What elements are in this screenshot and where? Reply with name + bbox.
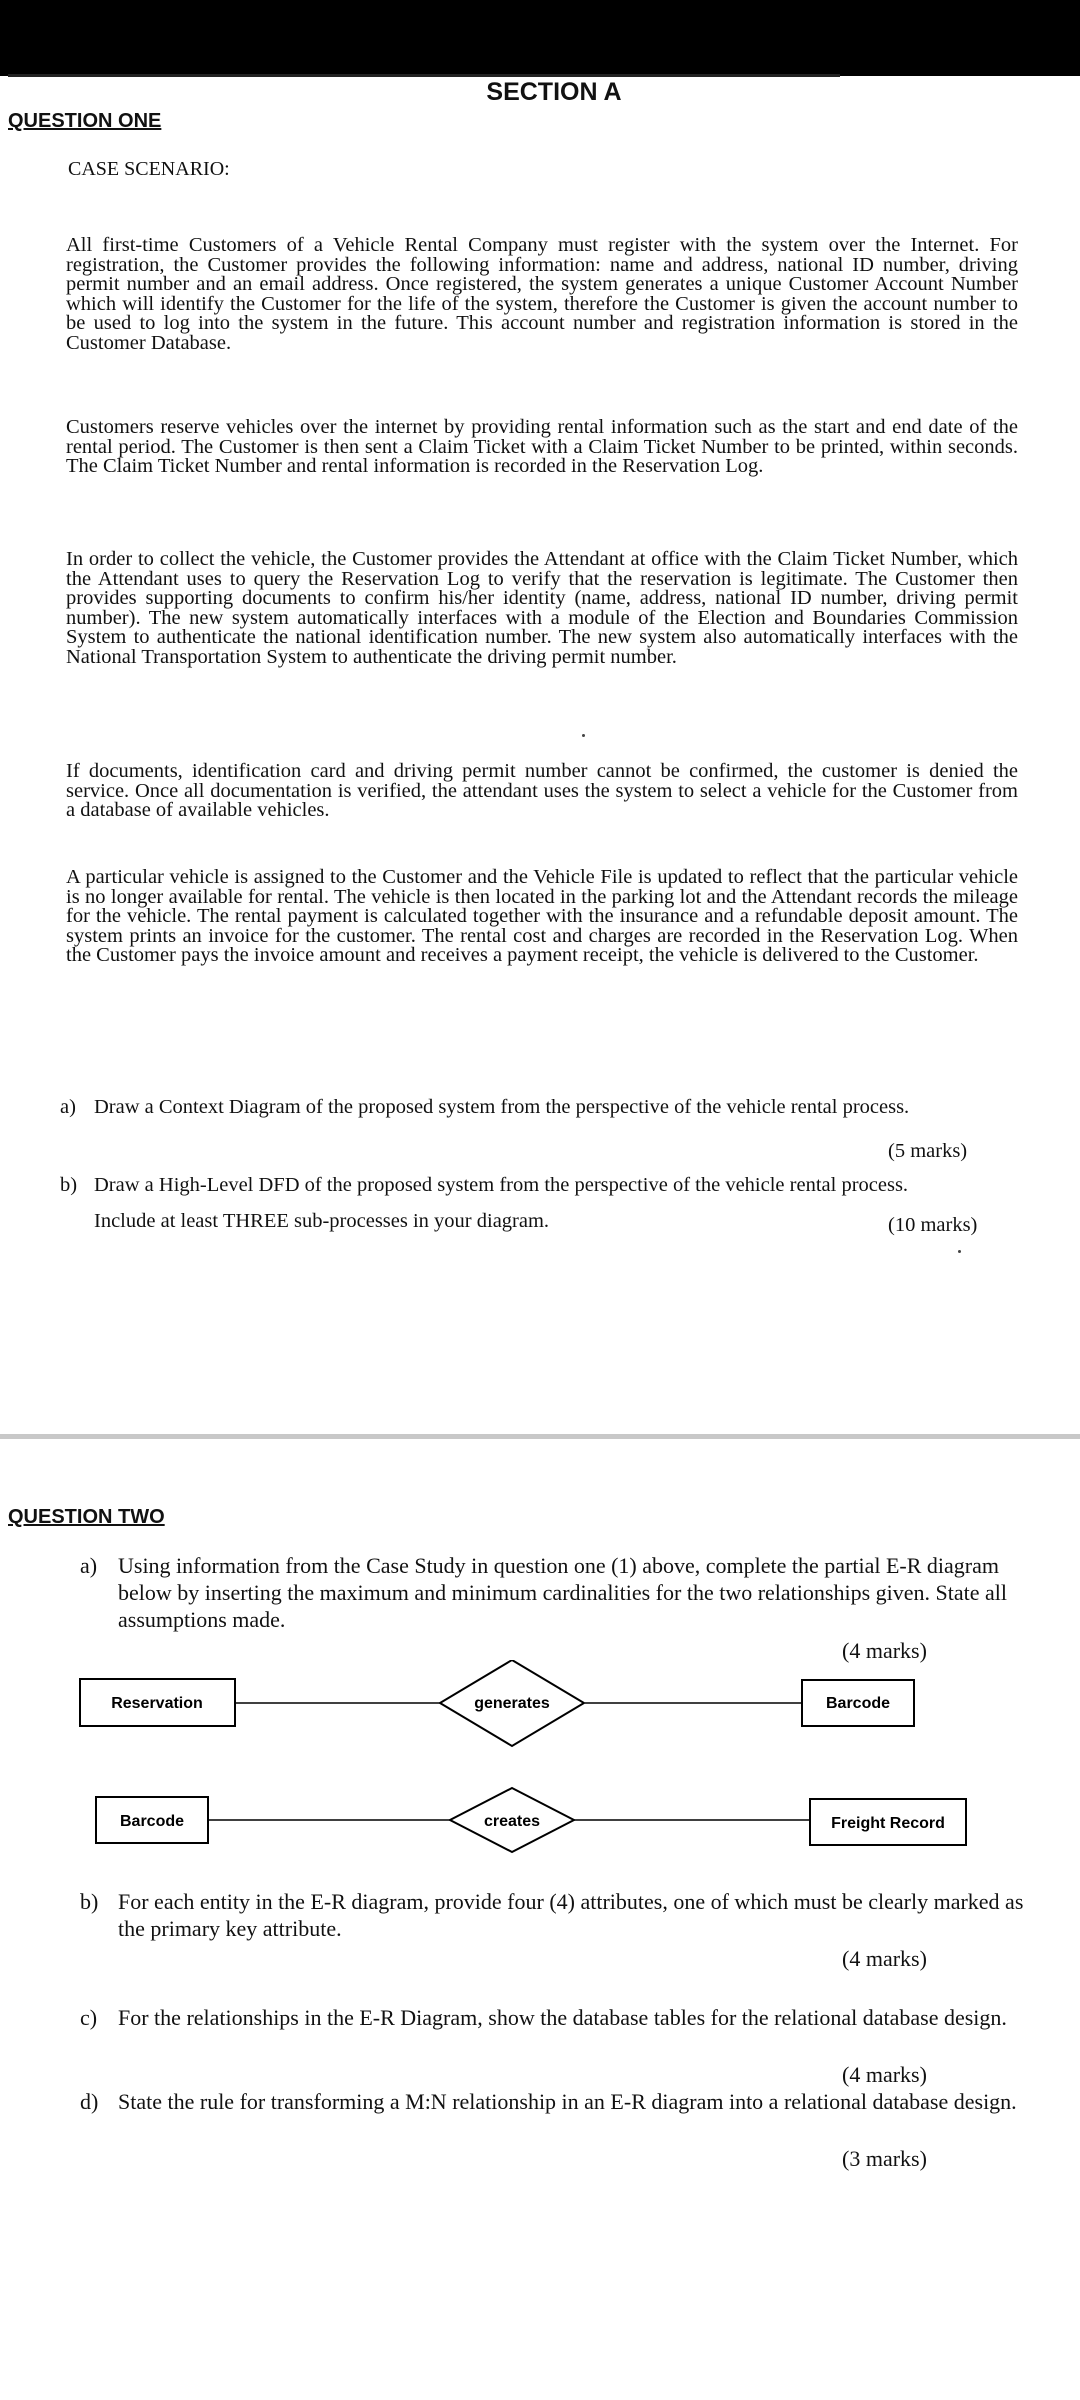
header-rule bbox=[8, 74, 840, 77]
q2-item-marks: (4 marks) bbox=[842, 1946, 927, 1971]
q2-item-text: For each entity in the E-R diagram, provide four (4) attributes, one of which must be clearly marked as the primary key attribute. bbox=[118, 1889, 1024, 1941]
q1-item-label: b) bbox=[60, 1174, 78, 1196]
q2-item-text: Using information from the Case Study in question one (1) above, complete the partial E-R diagram below by inserting the maximum and minimum cardinalities for the two relationships given. State all assumptions made. bbox=[118, 1553, 1007, 1632]
entity-label: Barcode bbox=[825, 1695, 891, 1712]
stray-mark bbox=[582, 734, 585, 737]
case-paragraph: All first-time Customers of a Vehicle Rental Company must register with the system over the Internet. For registration, the Customer provides the following information: name and address, national ID number, driving permit number and an email address. Once registered, the system generates a unique Customer Account Number which will identify the Customer for the life of the system, therefore the Customer is given the account number to be used to log into the system in the future. This account number and registration information is stored in the Customer Database. bbox=[66, 234, 1018, 354]
q2-item-label: c) bbox=[80, 2005, 98, 2030]
case-scenario-label: CASE SCENARIO: bbox=[68, 158, 230, 180]
page-divider bbox=[0, 1434, 1080, 1439]
q2-item-label: d) bbox=[80, 2089, 99, 2114]
q2-item-marks: (3 marks) bbox=[842, 2146, 927, 2171]
relationship-label: creates bbox=[483, 1813, 541, 1830]
top-black-bar bbox=[0, 0, 1080, 76]
q1-item-text: Draw a High-Level DFD of the proposed system from the perspective of the vehicle rental process. bbox=[94, 1174, 909, 1196]
q1-item-text: Include at least THREE sub-processes in your diagram. bbox=[94, 1210, 550, 1232]
q2-item-label: b) bbox=[80, 1889, 99, 1914]
entity-label: Freight Record bbox=[831, 1815, 945, 1832]
q2-item-marks: (4 marks) bbox=[842, 1638, 927, 1663]
q2-item-a bbox=[80, 1552, 1040, 1633]
q2-item-text: State the rule for transforming a M:N relationship in an E-R diagram into a relational database design. bbox=[118, 2089, 1017, 2114]
q1-item-marks: (5 marks) bbox=[888, 1140, 968, 1162]
case-paragraph: Customers reserve vehicles over the internet by providing rental information such as the start and end date of the rental period. The Customer is then sent a Claim Ticket with a Claim Ticket Number to be printed, within seconds. The Claim Ticket Number and rental information is recorded in the Reservation Log. bbox=[66, 416, 1018, 477]
entity-label: Reservation bbox=[111, 1695, 203, 1712]
case-paragraph: If documents, identification card and driving permit number cannot be confirmed, the customer is denied the service. Once all documentation is verified, the attendant uses the system to select a vehicle for the Customer from a database of available vehicles. bbox=[66, 760, 1018, 821]
q1-item-text: Draw a Context Diagram of the proposed system from the perspective of the vehicle rental process. bbox=[94, 1096, 910, 1118]
relationship-label: generates bbox=[474, 1695, 550, 1712]
q2-item-text: For the relationships in the E-R Diagram, show the database tables for the relational database design. bbox=[118, 2005, 1007, 2030]
q1-item-label: a) bbox=[60, 1096, 76, 1118]
q2-item-b bbox=[80, 1888, 1040, 1942]
er-row-2 bbox=[96, 1788, 966, 1852]
q1-item-marks: (10 marks) bbox=[888, 1214, 978, 1236]
entity-label: Barcode bbox=[119, 1813, 185, 1830]
q2-item-marks: (4 marks) bbox=[842, 2062, 927, 2087]
case-paragraph: A particular vehicle is assigned to the Customer and the Vehicle File is updated to reflect that the particular vehicle is no longer available for rental. The vehicle is then located in the parking lot and the Attendant records the mileage for the vehicle. The rental payment is calculated together with the insurance and a refundable deposit amount. The system prints an invoice for the customer. The rental cost and charges are recorded in the Reservation Log. When the Customer pays the invoice amount and receives a payment receipt, the vehicle is delivered to the Customer. bbox=[66, 866, 1018, 966]
section-title: SECTION A bbox=[486, 78, 622, 106]
case-paragraph: In order to collect the vehicle, the Customer provides the Attendant at office with the Claim Ticket Number, which the Attendant uses to query the Reservation Log to verify that the reservation is legitimate. The Customer then provides supporting documents to confirm his/her identity (name, address, national ID number, driving permit number). The new system automatically interfaces with a module of the Election and Boundaries Commission System to authenticate the national identification number. The new system also automatically interfaces with the National Transportation System to authenticate the driving permit number. bbox=[66, 548, 1018, 668]
question-one-heading: QUESTION ONE bbox=[8, 110, 162, 132]
question-two-heading: QUESTION TWO bbox=[8, 1506, 165, 1528]
stray-mark bbox=[958, 1250, 961, 1253]
q2-item-d bbox=[80, 2088, 1040, 2115]
er-row-1 bbox=[80, 1660, 914, 1746]
q2-item-c bbox=[80, 2004, 1040, 2031]
er-diagram bbox=[0, 1660, 1080, 1870]
q2-item-label: a) bbox=[80, 1553, 98, 1578]
